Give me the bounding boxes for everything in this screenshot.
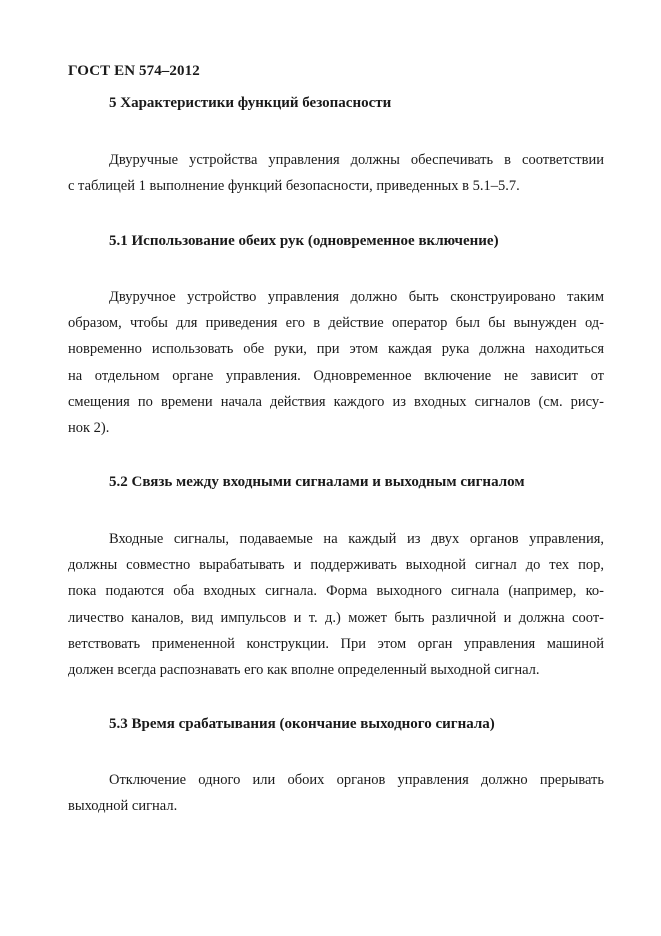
section-5-2-body: [68, 526, 604, 683]
text-line: должны совместно вырабатывать и поддерживать выходной сигнал до тех пор,: [68, 557, 604, 574]
section-5-1-body: [68, 284, 604, 441]
text-line: нок 2).: [68, 419, 110, 436]
text-line: смещения по времени начала действия каждого из входных сигналов (см. рису-: [68, 393, 604, 410]
text-line: Двуручные устройства управления должны обеспечивать в соответствии: [109, 152, 604, 168]
text-line: личество каналов, вид импульсов и т. д.) может быть различной и должна соот-: [68, 609, 604, 626]
section-5-2-title: 5.2 Связь между входными сигналами и выходным сигналом: [109, 474, 525, 490]
text-line: на отдельном органе управления. Одновременное включение не зависит от: [68, 367, 604, 384]
text-line: Отключение одного или обоих органов управления должно прерывать: [109, 772, 604, 788]
section-5-title: 5 Характеристики функций безопасности: [109, 95, 392, 111]
text-line: с таблицей 1 выполнение функций безопасности, приведенных в 5.1–5.7.: [68, 178, 520, 195]
text-line: новременно использовать обе руки, при этом каждая рука должна находиться: [68, 341, 604, 358]
text-line: Двуручное устройство управления должно быть сконструировано таким: [109, 289, 604, 305]
section-5-3-title: 5.3 Время срабатывания (окончание выходного сигнала): [109, 716, 495, 732]
section-5-3-body: [68, 767, 604, 819]
text-line: должен всегда распознавать его как вполне определенный выходной сигнал.: [68, 661, 540, 678]
text-line: пока подаются оба входных сигнала. Форма выходного сигнала (например, ко-: [68, 583, 604, 600]
text-line: ветствовать примененной конструкции. При этом орган управления машиной: [68, 635, 604, 652]
text-line: образом, чтобы для приведения его в действие оператор был бы вынужден од-: [68, 315, 604, 332]
text-line: выходной сигнал.: [68, 798, 178, 815]
section-5-1-title: 5.1 Использование обеих рук (одновременное включение): [109, 233, 499, 249]
text-line: Входные сигналы, подаваемые на каждый из двух органов управления,: [109, 531, 604, 547]
standard-id-header: ГОСТ EN 574–2012: [68, 63, 200, 79]
section-5-intro: [68, 147, 604, 199]
